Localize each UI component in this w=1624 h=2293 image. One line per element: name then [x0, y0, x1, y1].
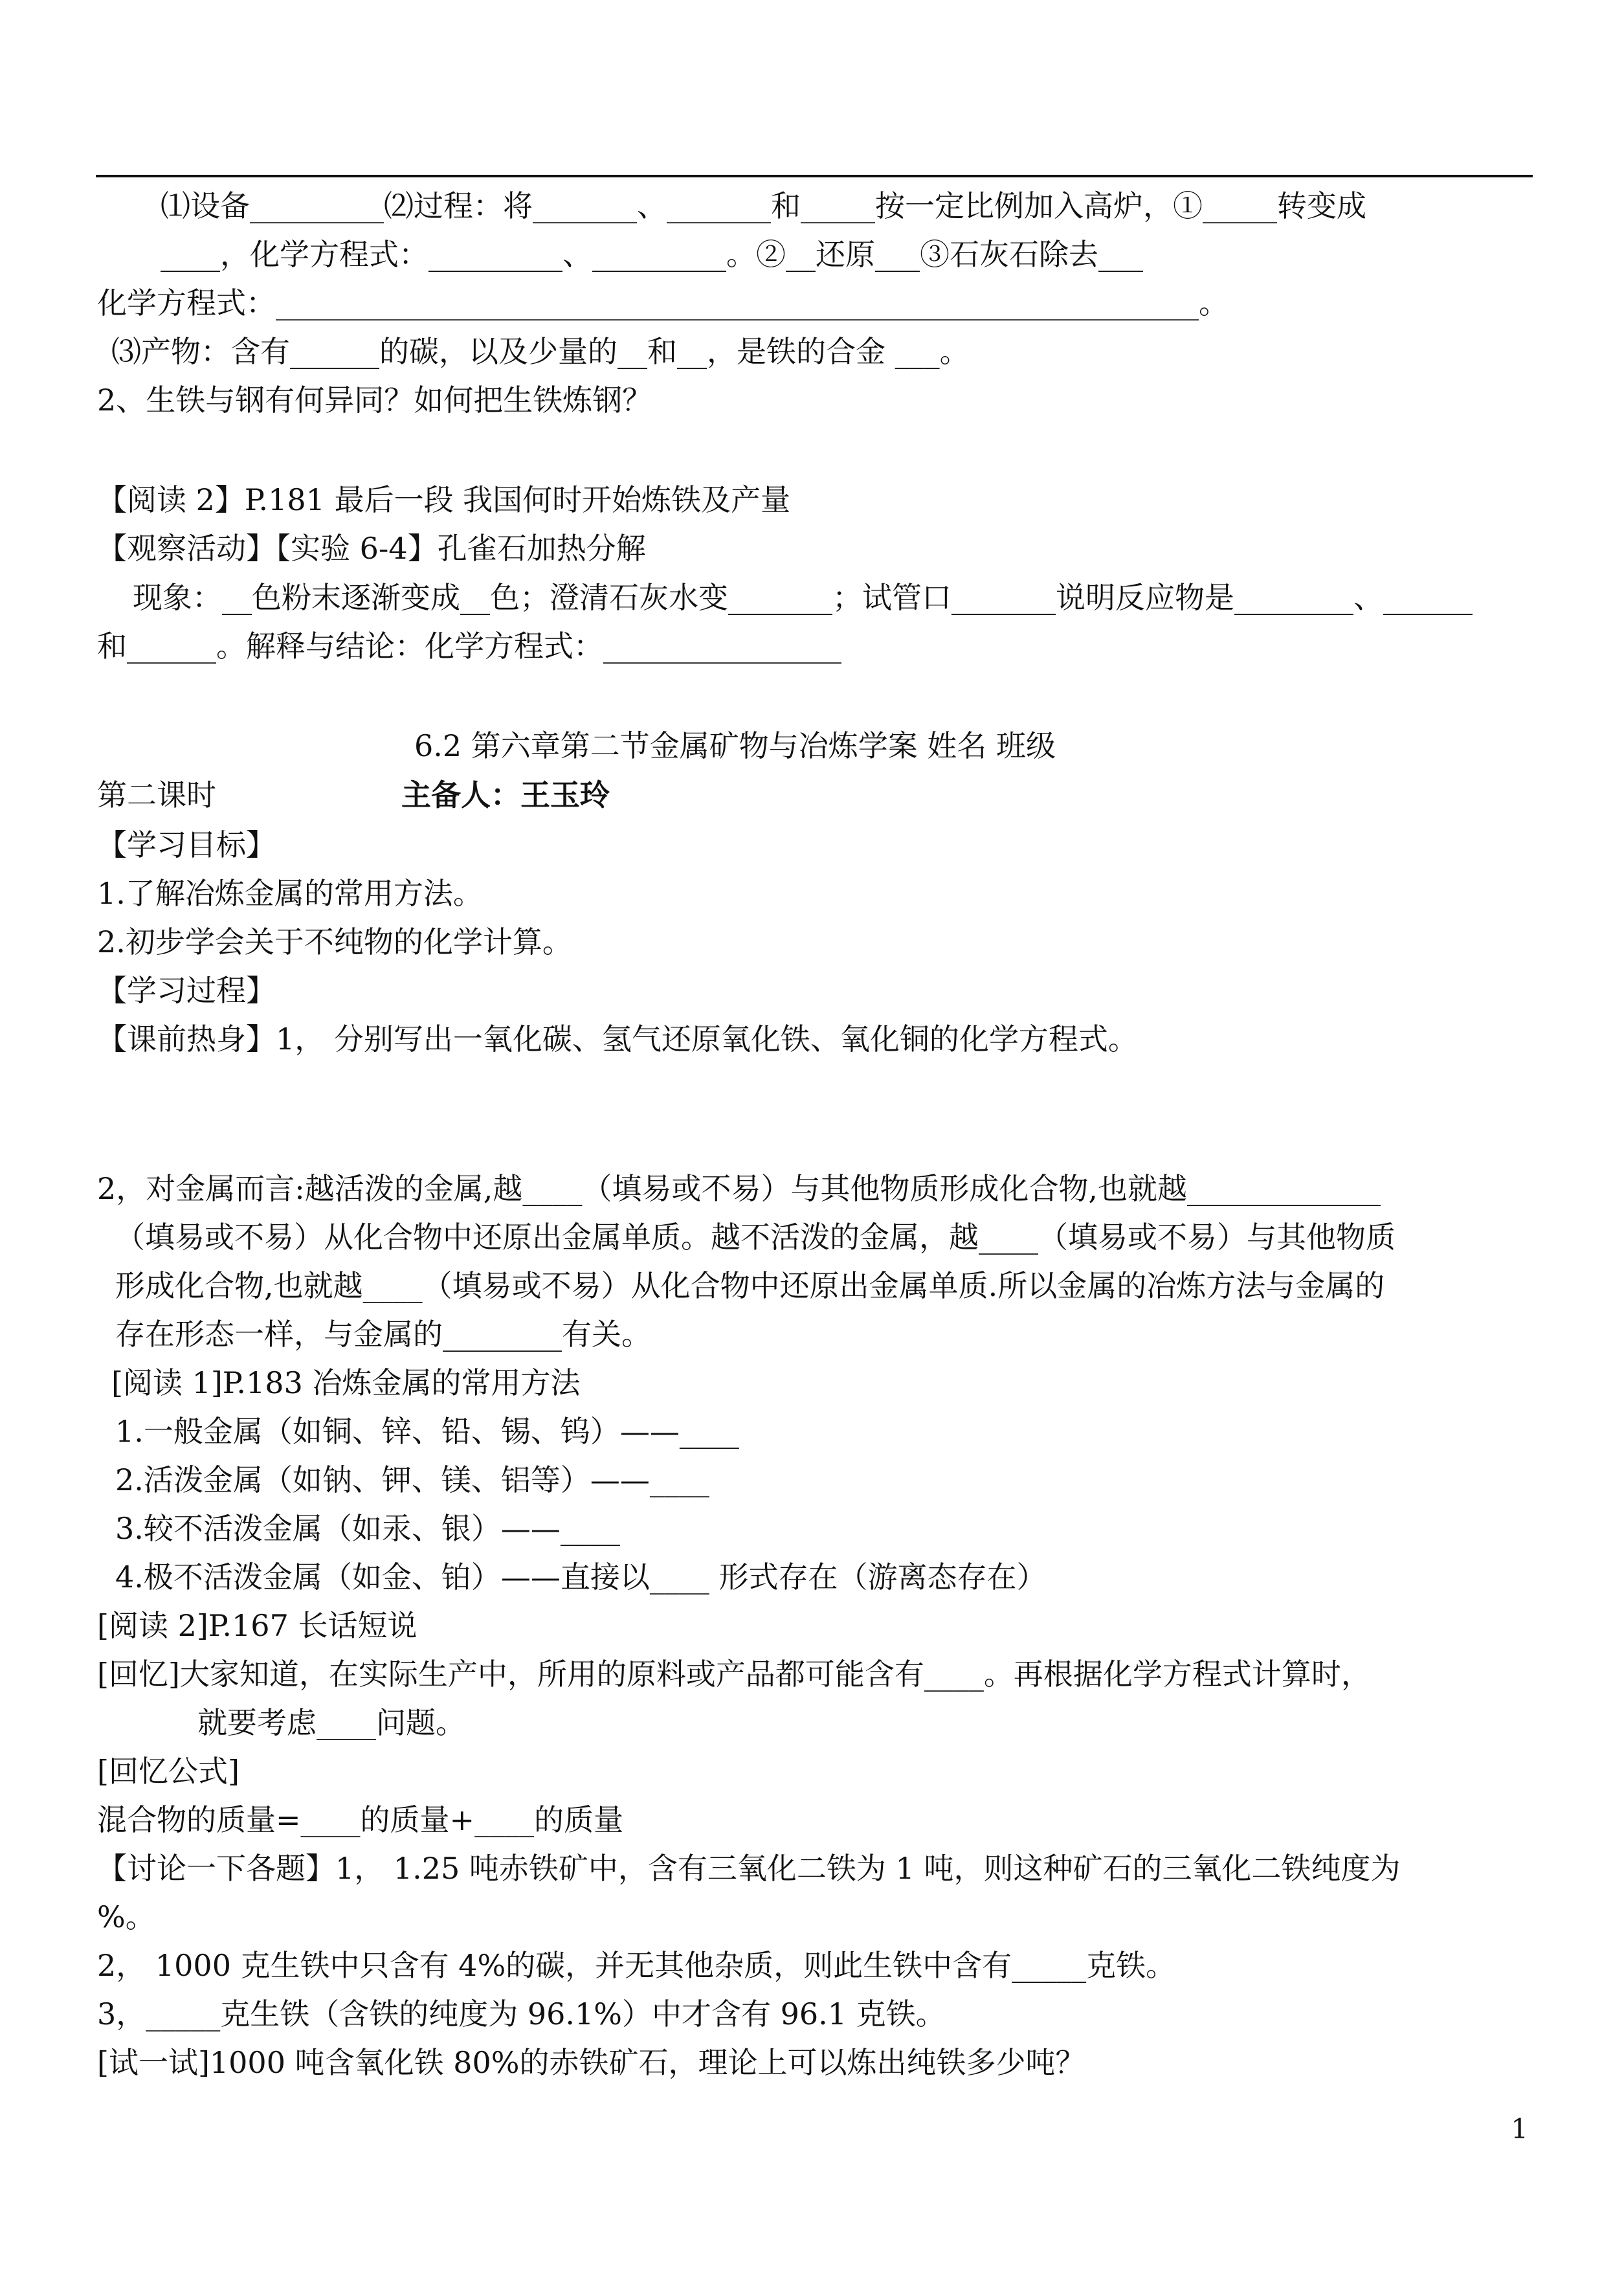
lesson-label: 第二课时	[97, 777, 216, 812]
text-line: 3.较不活泼金属（如汞、银）——____	[115, 1511, 620, 1546]
text-line: 化学方程式：______________________________________________________________。	[97, 285, 1229, 320]
text-line: 形成化合物,也就越____（填易或不易）从化合物中还原出金属单质.所以金属的冶炼方法与金属的	[115, 1268, 1385, 1303]
text-line: 【课前热身】1， 分别写出一氧化碳、氢气还原氧化铁、氧化铜的化学方程式。	[97, 1022, 1138, 1057]
text-line: [阅读 2]P.167 长话短说	[97, 1608, 417, 1643]
text-line: [回忆公式]	[97, 1754, 239, 1789]
text-line: ⑶产物：含有______的碳，以及少量的__和__，是铁的合金 ___。	[111, 334, 970, 369]
text-line: 1.一般金属（如铜、锌、铅、锡、钨）——____	[115, 1414, 739, 1449]
text-line: ____，化学方程式：_________、_________。②__还原___③石灰石除去___	[161, 237, 1143, 272]
page-number: 1	[1511, 2113, 1528, 2145]
text-line: ⑴设备_________⑵过程：将_______、_______和_____按一定比例加入高炉，①_____转变成	[161, 188, 1366, 223]
text-line: %。	[97, 1899, 155, 1934]
text-line: 1.了解冶炼金属的常用方法。	[97, 876, 483, 911]
author-label: 主备人：王玉玲	[401, 777, 610, 812]
header-rule	[96, 175, 1533, 177]
text-line: [回忆]大家知道，在实际生产中，所用的原料或产品都可能含有____。再根据化学方程式计算时，	[97, 1657, 1371, 1692]
text-line: 存在形态一样，与金属的________有关。	[115, 1317, 651, 1352]
section-title: 6.2 第六章第二节金属矿物与冶炼学案 姓名 班级	[414, 728, 1056, 763]
text-line: 【讨论一下各题】1， 1.25 吨赤铁矿中，含有三氧化二铁为 1 吨，则这种矿石的三氧化二铁纯度为	[97, 1851, 1401, 1886]
text-line: 4.极不活泼金属（如金、铂）——直接以____ 形式存在（游离态存在）	[115, 1560, 1047, 1594]
text-line: 2.初步学会关于不纯物的化学计算。	[97, 924, 572, 959]
text-line: 2.活泼金属（如钠、钾、镁、铝等）——____	[115, 1462, 709, 1497]
text-line: 【学习过程】	[97, 973, 276, 1008]
text-line: 现象：__色粉末逐渐变成__色；澄清石灰水变_______；试管口_______说明反应物是________、______	[133, 580, 1473, 615]
text-line: 2、生铁与钢有何异同？如何把生铁炼钢？	[97, 383, 652, 418]
text-line: [试一试]1000 吨含氧化铁 80%的赤铁矿石，理论上可以炼出纯铁多少吨？	[97, 2045, 1085, 2080]
text-line: 和______。解释与结论：化学方程式：________________	[97, 629, 841, 664]
text-line: 2， 1000 克生铁中只含有 4%的碳，并无其他杂质，则此生铁中含有_____克铁。	[97, 1948, 1176, 1983]
text-line: 3，_____克生铁（含铁的纯度为 96.1%）中才含有 96.1 克铁。	[97, 1997, 946, 2031]
text-line: [阅读 1]P.183 冶炼金属的常用方法	[111, 1365, 581, 1400]
text-line: 就要考虑____问题。	[197, 1705, 465, 1740]
text-line: 混合物的质量=____的质量+____的质量	[97, 1802, 624, 1837]
text-line: 【学习目标】	[97, 827, 276, 862]
text-line: 2，对金属而言:越活泼的金属,越____（填易或不易）与其他物质形成化合物,也就越_____________	[97, 1171, 1381, 1206]
text-line: 【阅读 2】P.181 最后一段 我国何时开始炼铁及产量	[97, 482, 791, 517]
text-line: 【观察活动】【实验 6-4】孔雀石加热分解	[97, 531, 646, 566]
text-line: （填易或不易）从化合物中还原出金属单质。越不活泼的金属，越____（填易或不易）与其他物质	[115, 1220, 1396, 1255]
